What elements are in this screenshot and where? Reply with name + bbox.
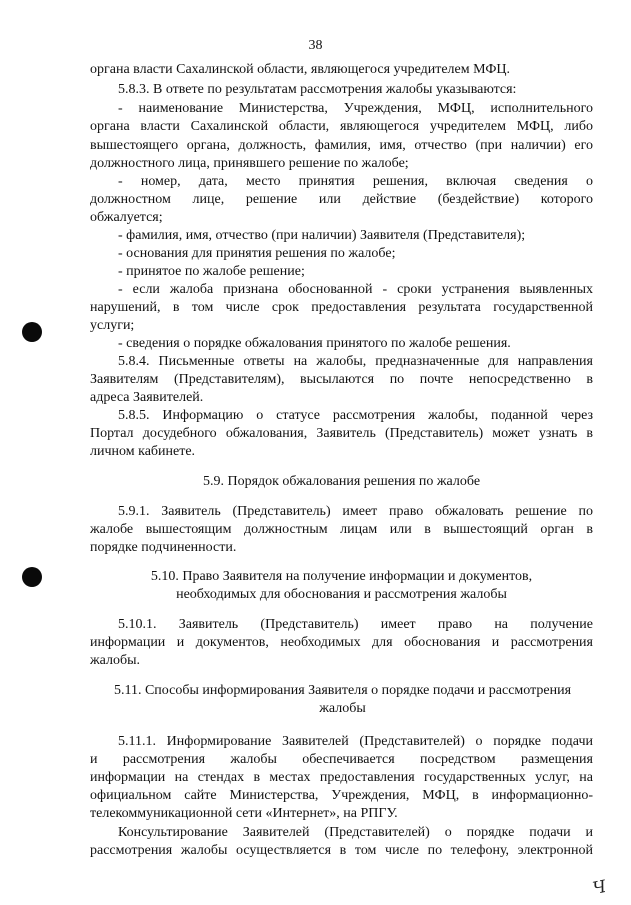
text-line: должностного лица, принявшего решение по жалобе; [90,156,409,171]
section-heading: 5.11. Способы информирования Заявителя о порядке подачи и рассмотрения [113,683,572,698]
text-line: услуги; [90,318,135,333]
text-line: - если жалоба признана обоснованной - сроки устранения выявленных [118,282,593,297]
text-line: Заявителям (Представителям), высылаются по почте непосредственно в [90,372,593,387]
text-line: 5.10.1. Заявитель (Представитель) имеет право на получение [118,617,593,632]
text-line: информации и документов, необходимых для обоснования и рассмотрения [90,635,593,650]
text-line: - номер, дата, место принятия решения, включая сведения о [118,174,593,189]
section-heading: жалобы [319,701,366,716]
text-line: должностном лице, решение или действие (бездействие) которого [90,192,593,207]
text-line: 5.8.3. В ответе по результатам рассмотрения жалобы указываются: [118,82,517,97]
text-line: жалобы. [90,653,141,668]
text-line: адреса Заявителей. [90,390,204,405]
text-line: - наименование Министерства, Учреждения, МФЦ, исполнительного [118,101,593,116]
text-line: Консультирование Заявителей (Представителей) о порядке подачи и [118,825,593,840]
text-line: информации на стендах в местах предоставления государственных услуг, на [90,770,593,785]
text-line: рассмотрения жалобы осуществляется в том числе по телефону, электронной [90,843,593,858]
text-line: вышестоящего органа, должность, фамилия, имя, отчество (при наличии) его [90,138,593,153]
handwritten-initials: Ч [591,876,609,900]
text-line: порядке подчиненности. [90,540,237,555]
text-line: 5.8.5. Информацию о статусе рассмотрения жалобы, поданной через [118,408,593,423]
text-line: органа власти Сахалинской области, являющегося учредителем МФЦ, либо [90,119,593,134]
text-line: 5.8.4. Письменные ответы на жалобы, предназначенные для направления [118,354,593,369]
text-line: - принятое по жалобе решение; [118,264,305,279]
text-line: - сведения о порядке обжалования принятого по жалобе решения. [118,336,511,351]
section-heading: 5.9. Порядок обжалования решения по жалобе [202,474,481,489]
punch-hole-bottom [22,567,42,587]
section-heading: 5.10. Право Заявителя на получение информации и документов, [150,569,533,584]
text-line: официальном сайте Министерства, Учреждения, МФЦ, в информационно- [90,788,593,803]
text-line: телекоммуникационной сети «Интернет», на РПГУ. [90,806,398,821]
text-line: 5.9.1. Заявитель (Представитель) имеет право обжаловать решение по [118,504,593,519]
text-line: - фамилия, имя, отчество (при наличии) Заявителя (Представителя); [118,228,526,243]
text-line: 5.11.1. Информирование Заявителей (Представителей) о порядке подачи [118,734,593,749]
text-line: обжалуется; [90,210,163,225]
punch-hole-top [22,322,42,342]
section-heading: необходимых для обоснования и рассмотрения жалобы [176,587,507,602]
text-line: органа власти Сахалинской области, являющегося учредителем МФЦ. [90,62,511,77]
text-line: и рассмотрения жалобы обеспечивается посредством размещения [90,752,593,767]
text-line: - основания для принятия решения по жалобе; [118,246,396,261]
text-line: Портал досудебного обжалования, Заявитель (Представитель) может узнать в [90,426,593,441]
page-number: 38 [308,38,323,53]
text-line: личном кабинете. [90,444,196,459]
text-line: нарушений, в том числе срок предоставления результата государственной [90,300,593,315]
text-line: жалобе вышестоящим должностным лицам или в вышестоящий орган в [90,522,593,537]
